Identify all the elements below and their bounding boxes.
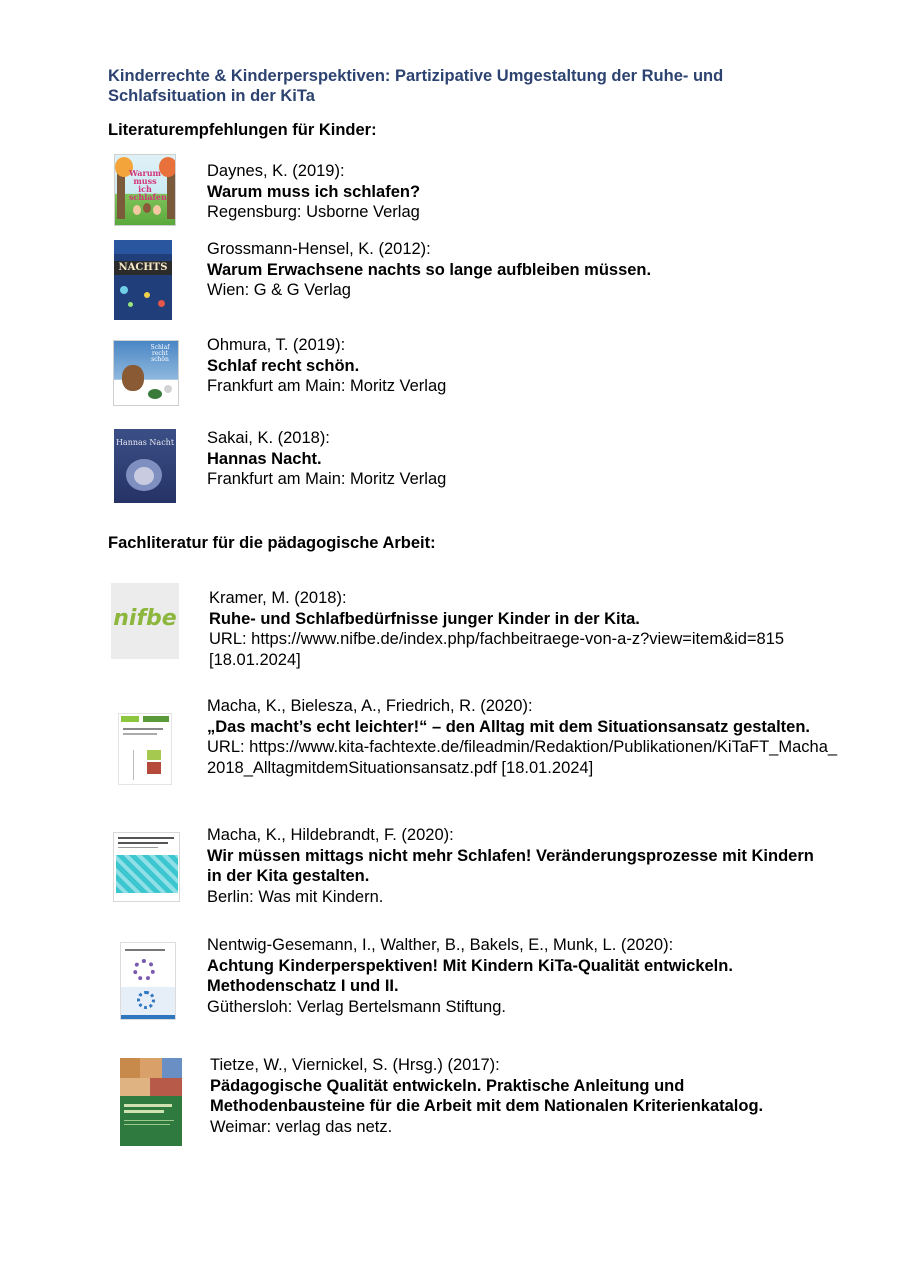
document-title — [108, 66, 808, 106]
heading-kids-literature: Literaturempfehlungen für Kinder: — [108, 121, 377, 139]
book-cover-warum-muss-ich-schlafen — [114, 154, 176, 226]
book-cover-achtung-kinderperspektiven — [120, 942, 176, 1020]
entry-author: Daynes, K. (2019): — [207, 162, 345, 180]
entry-publisher: Weimar: verlag das netz. — [210, 1117, 393, 1136]
entry-title: Warum muss ich schlafen? — [207, 182, 421, 201]
cover-title-nachts: NACHTS — [114, 261, 172, 275]
entry-author: Grossmann-Hensel, K. (2012): — [207, 240, 431, 258]
entry-publisher: Berlin: Was mit Kindern. — [207, 887, 384, 906]
entry-author: Macha, K., Bielesza, A., Friedrich, R. (2020): — [207, 697, 533, 715]
entry-publisher: Frankfurt am Main: Moritz Verlag — [207, 470, 447, 488]
entry-title: Achtung Kinderperspektiven! Mit Kindern KiTa-Qualität entwickeln. Methodenschatz I und II. — [207, 956, 733, 995]
entry-publisher: Frankfurt am Main: Moritz Verlag — [207, 377, 447, 395]
entry-title: Pädagogische Qualität entwickeln. Praktische Anleitung und Methodenbausteine für die Arbeit mit dem Nationalen Kriterienkatalog. — [210, 1076, 764, 1115]
book-cover-paedagogische-qualitaet — [120, 1058, 182, 1146]
book-cover-warum-erwachsene-nachts — [114, 240, 172, 320]
kids-entry-2-text — [207, 239, 651, 301]
prof-entry-5-text — [210, 1055, 830, 1137]
entry-author: Nentwig-Gesemann, I., Walther, B., Bakels, E., Munk, L. (2020): — [207, 936, 674, 954]
entry-author: Tietze, W., Viernickel, S. (Hrsg.) (2017): — [210, 1056, 500, 1074]
prof-entry-2-text — [207, 696, 842, 778]
entry-publisher: Regensburg: Usborne Verlag — [207, 203, 420, 221]
prof-entry-4-text — [207, 935, 827, 1017]
nifbe-logo-text: nifbe — [113, 606, 177, 631]
kids-entry-3-text — [207, 335, 446, 397]
heading-professional-literature: Fachliteratur für die pädagogische Arbeit: — [108, 534, 436, 552]
entry-author: Kramer, M. (2018): — [209, 589, 347, 607]
entry-publisher: Wien: G & G Verlag — [207, 281, 351, 299]
kids-entry-4-text — [207, 428, 446, 490]
cover-title-warum: Warum muss ich schlafen — [129, 168, 167, 202]
nifbe-logo-image — [111, 583, 179, 659]
entry-title: Hannas Nacht. — [207, 449, 322, 468]
entry-url[interactable]: URL: https://www.nifbe.de/index.php/fachbeitraege-von-a-z?view=item&id=815 [18.01.2024] — [209, 630, 785, 669]
book-cover-wir-muessen-mittags — [113, 832, 180, 902]
book-cover-schlaf-recht-schoen — [113, 340, 179, 406]
book-cover-hannas-nacht — [114, 429, 176, 503]
document-title-line-1: Kinderrechte & Kinderperspektiven: Partizipative Umgestaltung der Ruhe- und — [108, 67, 724, 85]
entry-title: „Das macht’s echt leichter!“ – den Alltag mit dem Situationsansatz gestalten. — [207, 717, 811, 736]
cover-title-schlaf: Schlaf recht schön — [150, 344, 170, 363]
kids-entry-1-text — [207, 161, 420, 223]
entry-author: Ohmura, T. (2019): — [207, 336, 346, 354]
prof-entry-1-text — [209, 588, 829, 670]
prof-entry-3-text — [207, 825, 832, 907]
book-cover-situationsansatz — [118, 713, 172, 785]
document-title-line-2: Schlafsituation in der KiTa — [108, 87, 315, 105]
entry-title: Schlaf recht schön. — [207, 356, 360, 375]
cover-title-hannas: Hannas Nacht — [115, 438, 175, 447]
entry-title: Ruhe- und Schlafbedürfnisse junger Kinder in der Kita. — [209, 609, 640, 628]
entry-publisher: Güthersloh: Verlag Bertelsmann Stiftung. — [207, 997, 506, 1016]
entry-author: Sakai, K. (2018): — [207, 429, 330, 447]
entry-url[interactable]: URL: https://www.kita-fachtexte.de/fileadmin/Redaktion/Publikationen/KiTaFT_Macha_2018_AlltagmitdemSituationsansatz.pdf [18.01.2024] — [207, 738, 838, 777]
entry-title: Warum Erwachsene nachts so lange aufbleiben müssen. — [207, 260, 652, 279]
entry-author: Macha, K., Hildebrandt, F. (2020): — [207, 826, 454, 844]
entry-title: Wir müssen mittags nicht mehr Schlafen! Veränderungsprozesse mit Kindern in der Kita gestalten. — [207, 846, 814, 885]
